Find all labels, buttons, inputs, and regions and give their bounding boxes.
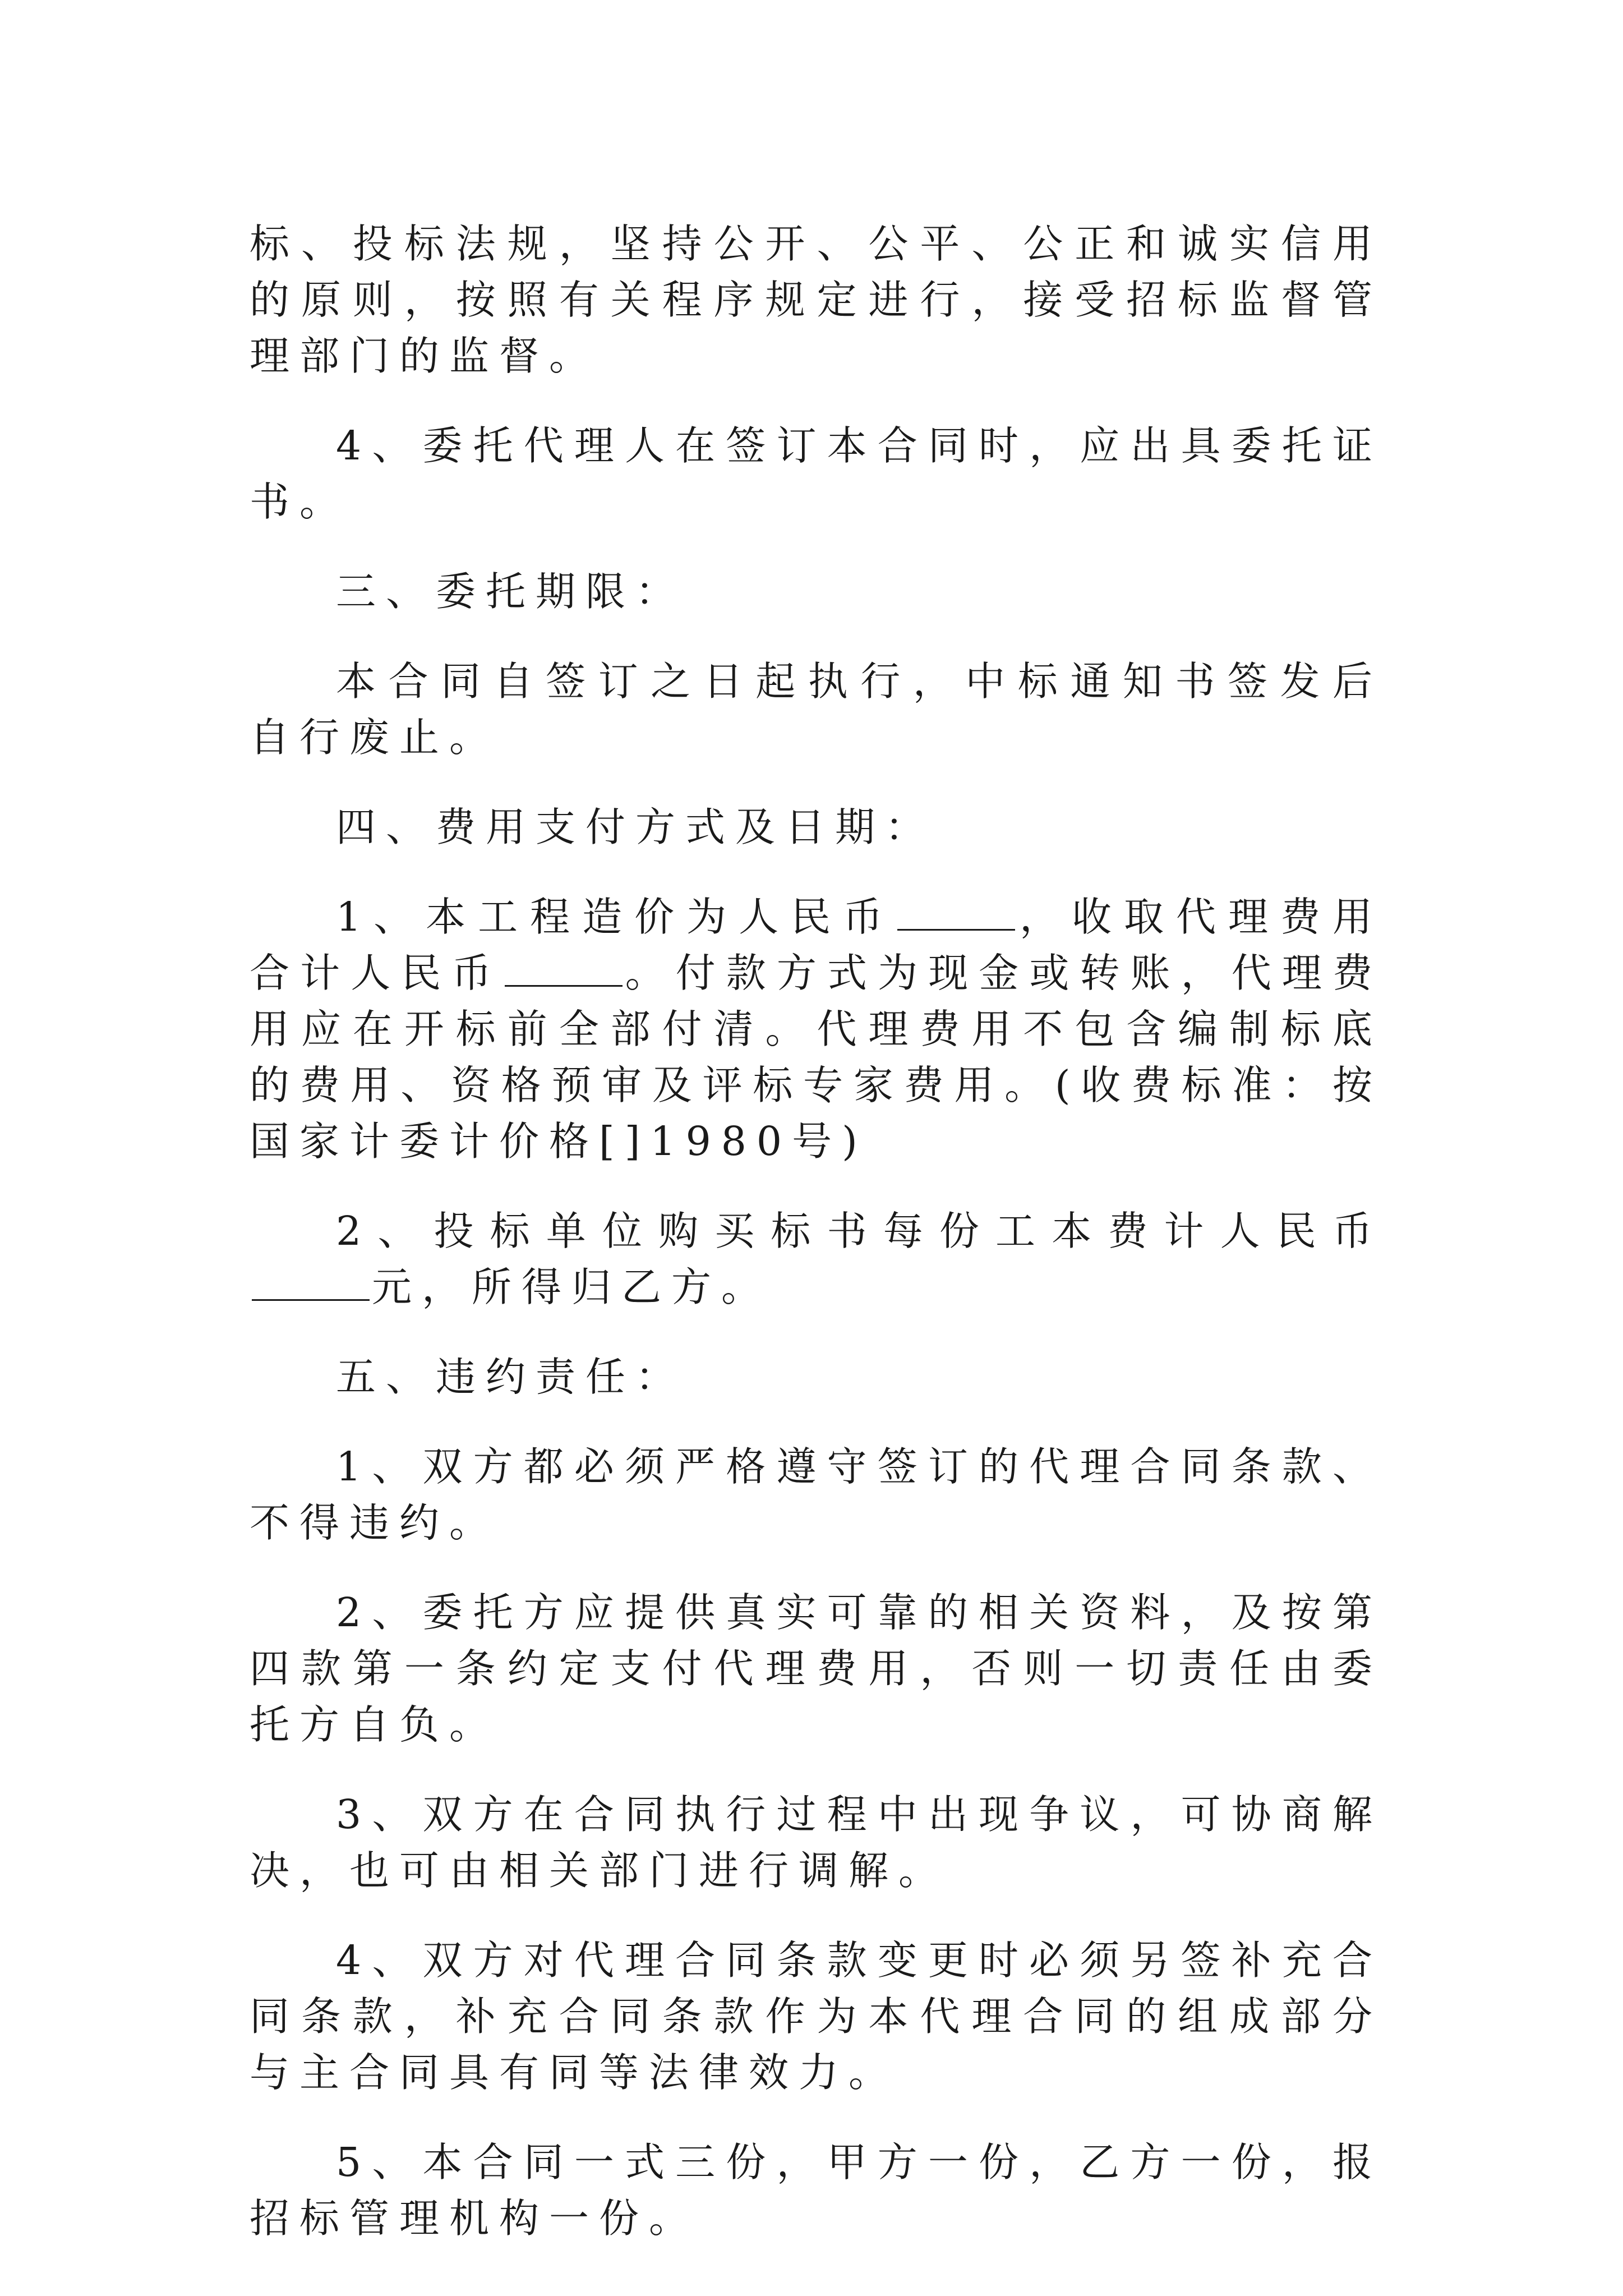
section-heading-payment: 四、费用支付方式及日期： (336, 804, 935, 850)
paragraph-payment-clause-1 (250, 889, 1382, 1170)
paragraph-term-body: 本合同自签订之日起执行，中标通知书签发后自行废止。 (250, 658, 1382, 761)
payment-clause-2-part-a: 2、投标单位购买标书每份工本费计人民币 (336, 1208, 1382, 1254)
payment-clause-1-part-b: ，收取代理费用合计人民币 (250, 894, 1382, 996)
section-heading-liability: 五、违约责任： (336, 1354, 686, 1400)
paragraph-liability-clause-1: 1、双方都必须严格遵守签订的代理合同条款、不得违约。 (250, 1443, 1382, 1546)
paragraph-liability-clause-4: 4、双方对代理合同条款变更时必须另签补充合同条款，补充合同条款作为本代理合同的组成部分与主合同具有同等法律效力。 (250, 1937, 1382, 2096)
paragraph-continuation: 标、投标法规，坚持公开、公平、公正和诚实信用的原则，按照有关程序规定进行，接受招标监督管理部门的监督。 (250, 220, 1382, 379)
payment-clause-2-part-b: 元，所得归乙方。 (372, 1264, 772, 1310)
paragraph-payment-clause-2 (250, 1203, 1382, 1315)
payment-clause-1-part-c: 。付款方式为现金或转账，代理费用应在开标前全部付清。代理费用不包含编制标底的费用、资格预审及评标专家费用。(收费标准：按国家计委计价格[]1980号) (250, 950, 1382, 1165)
fill-in-blank-bid-document-fee[interactable] (252, 1260, 370, 1301)
paragraph-liability-clause-3: 3、双方在合同执行过程中出现争议，可协商解决，也可由相关部门进行调解。 (250, 1791, 1382, 1894)
section-heading-term: 三、委托期限： (336, 568, 686, 615)
fill-in-blank-agency-fee[interactable] (505, 946, 623, 987)
paragraph-liability-clause-5: 5、本合同一式三份，甲方一份，乙方一份，报招标管理机构一份。 (250, 2139, 1382, 2242)
document-body (250, 216, 1382, 2280)
payment-clause-1-part-a: 1、本工程造价为人民币 (336, 894, 896, 940)
fill-in-blank-project-cost[interactable] (897, 890, 1015, 931)
paragraph-clause-4-agent-certificate: 4、委托代理人在签订本合同时，应出具委托证书。 (250, 422, 1382, 525)
paragraph-liability-clause-2: 2、委托方应提供真实可靠的相关资料，及按第四款第一条约定支付代理费用，否则一切责任由委托方自负。 (250, 1589, 1382, 1748)
